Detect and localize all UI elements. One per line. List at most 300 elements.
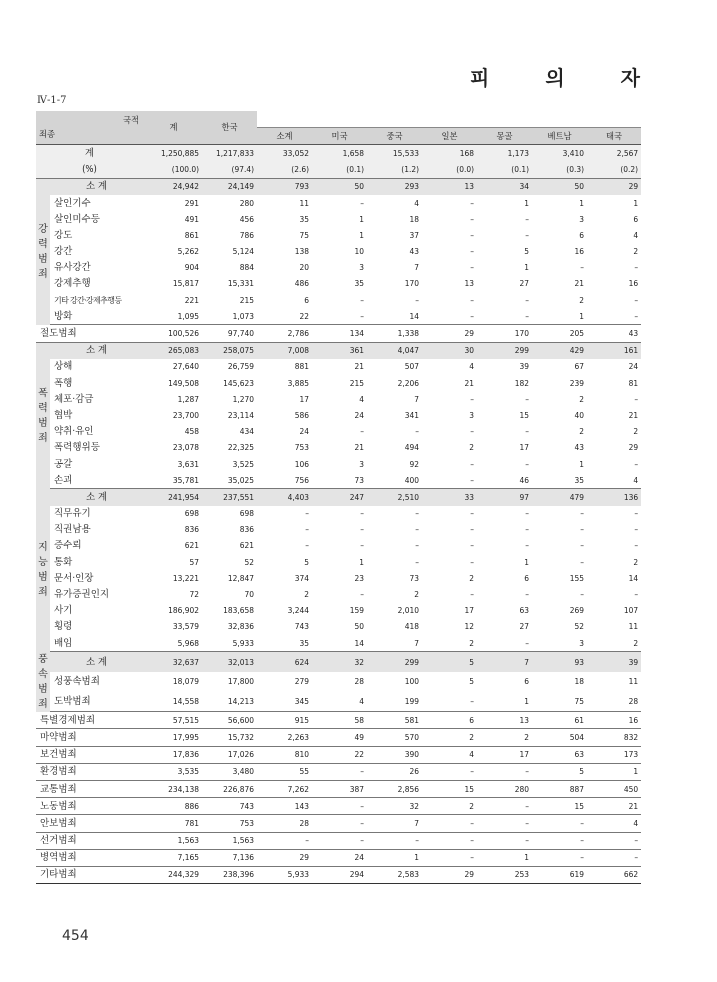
row-label: 안보범죄: [36, 815, 145, 832]
header-country: 태국: [587, 128, 641, 145]
table-row: [36, 538, 641, 554]
table-cell: (100.0): [145, 162, 202, 179]
table-cell: 182: [514, 377, 529, 388]
table-cell: –: [360, 426, 364, 437]
table-cell: 345: [257, 691, 312, 711]
table-cell: 7: [477, 652, 532, 672]
table-row: [36, 244, 641, 260]
table-cell: 5: [524, 246, 529, 257]
table-cell: 886: [145, 798, 202, 815]
table-cell: 7: [414, 262, 419, 273]
table-cell: 35,025: [202, 472, 257, 489]
table-cell: 168: [422, 145, 477, 162]
page-title-char: 의: [545, 66, 565, 90]
table-cell: 11: [628, 621, 639, 632]
table-cell: (0.1): [312, 162, 367, 179]
table-cell: 29: [587, 178, 641, 195]
table-cell: 1: [524, 197, 529, 208]
table-cell: 18: [409, 213, 419, 224]
row-label: 보건범죄: [36, 746, 145, 763]
category-text: 풍속범죄: [38, 653, 48, 710]
table-cell: 5: [422, 652, 477, 672]
table-cell: 832: [587, 729, 641, 746]
table-cell: 173: [587, 746, 641, 763]
table-cell: 1: [587, 763, 641, 780]
table-cell: 43: [409, 246, 419, 257]
table-cell: 21: [587, 798, 641, 815]
table-cell: 61: [532, 712, 587, 729]
table-cell: 504: [532, 729, 587, 746]
table-cell: (0.2): [587, 162, 641, 179]
table-cell: 6: [633, 213, 639, 224]
table-cell: –: [634, 262, 639, 273]
table-cell: 3,535: [145, 763, 202, 780]
table-cell: 32,013: [202, 652, 257, 672]
table-cell: 170: [477, 325, 532, 342]
row-label: 노동범죄: [36, 798, 145, 815]
table-cell: –: [587, 849, 641, 866]
table-cell: –: [525, 213, 529, 224]
row-label: 살인미수등: [54, 213, 100, 225]
table-cell: 1,250,885: [145, 145, 202, 162]
table-cell: 22: [312, 746, 367, 763]
table-cell: 299: [367, 652, 422, 672]
table-row: [36, 227, 641, 243]
table-cell: 743: [202, 798, 257, 815]
table-cell: –: [634, 540, 639, 551]
table-cell: 23,078: [172, 442, 199, 453]
table-row: [36, 260, 641, 276]
table-cell: 904: [184, 262, 199, 273]
table-cell: 15: [422, 780, 477, 797]
table-cell: 24: [299, 426, 309, 437]
table-cell: –: [415, 426, 419, 437]
table-cell: 1: [532, 308, 587, 325]
table-cell: 21: [574, 278, 584, 289]
statistics-table: [36, 111, 641, 884]
table-cell: 2: [422, 635, 477, 652]
table-cell: 159: [349, 605, 364, 616]
table-cell: –: [525, 426, 529, 437]
table-cell: 27: [519, 278, 529, 289]
table-cell: –: [634, 458, 639, 469]
table-cell: 97: [477, 489, 532, 506]
table-cell: 861: [184, 229, 199, 240]
row-label: 강도: [54, 229, 73, 241]
row-label: 사기: [54, 605, 73, 617]
table-cell: 3,244: [287, 605, 309, 616]
table-cell: 23,700: [172, 409, 199, 420]
table-cell: 17: [519, 442, 529, 453]
table-cell: 70: [244, 589, 254, 600]
table-row: [36, 325, 641, 342]
table-cell: 247: [312, 489, 367, 506]
table-cell: –: [477, 635, 532, 652]
table-cell: 1: [579, 197, 584, 208]
table-cell: 4: [422, 746, 477, 763]
table-cell: 3,525: [232, 458, 254, 469]
row-label: 문서·인장: [54, 572, 94, 584]
table-row: [36, 506, 641, 522]
table-cell: 5: [469, 676, 474, 687]
table-cell: 4,047: [367, 342, 422, 359]
table-cell: 17: [477, 746, 532, 763]
table-cell: 3: [359, 262, 364, 273]
table-cell: 1: [524, 556, 529, 567]
table-cell: 24: [628, 361, 639, 372]
table-cell: –: [470, 458, 474, 469]
table-cell: 2: [579, 294, 584, 305]
table-cell: –: [312, 763, 367, 780]
table-cell: 1: [359, 213, 364, 224]
table-cell: 215: [349, 377, 364, 388]
table-cell: 50: [532, 178, 587, 195]
table-cell: 915: [257, 712, 312, 729]
table-cell: 2: [469, 572, 474, 583]
table-cell: 43: [587, 325, 641, 342]
table-cell: –: [477, 308, 532, 325]
table-cell: –: [587, 308, 641, 325]
table-cell: –: [312, 308, 367, 325]
table-cell: 35: [354, 278, 364, 289]
table-cell: –: [525, 540, 529, 551]
table-cell: –: [525, 229, 529, 240]
table-row: [36, 211, 641, 227]
category-text: 폭력범죄: [38, 387, 48, 444]
table-cell: 29: [422, 325, 477, 342]
table-cell: 17: [299, 393, 309, 404]
row-label: 상해: [54, 361, 73, 373]
row-label: 기타범죄: [36, 866, 145, 883]
page-title: [470, 62, 640, 91]
table-cell: –: [422, 472, 477, 489]
table-cell: 624: [257, 652, 312, 672]
row-label: 도박범죄: [50, 691, 145, 711]
table-cell: 12,847: [227, 572, 254, 583]
table-cell: 67: [574, 361, 584, 372]
row-label: 증수뢰: [54, 540, 82, 552]
table-cell: 7: [414, 393, 419, 404]
table-row: [36, 472, 641, 489]
row-label: 특별경제범죄: [36, 712, 145, 729]
table-cell: 75: [532, 691, 587, 711]
table-cell: –: [532, 832, 587, 849]
table-cell: 11: [299, 197, 309, 208]
table-cell: 33: [422, 489, 477, 506]
table-cell: 486: [294, 278, 309, 289]
table-cell: 2,263: [257, 729, 312, 746]
header-korea: 한국: [202, 111, 257, 145]
header-country: 일본: [422, 128, 477, 145]
table-cell: 183,658: [223, 605, 254, 616]
table-cell: 253: [477, 866, 532, 883]
table-cell: 12: [464, 621, 474, 632]
table-cell: 1,563: [202, 832, 257, 849]
row-label: 계: [36, 145, 145, 162]
table-cell: 1,563: [145, 832, 202, 849]
table-cell: 14: [312, 635, 367, 652]
table-cell: 3,885: [287, 377, 309, 388]
table-cell: 23,114: [227, 409, 254, 420]
table-cell: 456: [239, 213, 254, 224]
table-cell: 15: [532, 798, 587, 815]
table-cell: 170: [404, 278, 419, 289]
table-cell: 4: [633, 229, 639, 240]
table-row: [36, 652, 641, 672]
table-cell: –: [580, 540, 584, 551]
table-cell: 2,206: [397, 377, 419, 388]
table-cell: 13: [464, 278, 474, 289]
table-cell: 17,995: [145, 729, 202, 746]
table-cell: 698: [184, 508, 199, 519]
table-cell: 781: [145, 815, 202, 832]
table-row: [36, 145, 641, 162]
table-cell: 2: [414, 589, 419, 600]
table-row: [36, 746, 641, 763]
table-cell: 13,221: [172, 572, 199, 583]
table-cell: 1,217,833: [202, 145, 257, 162]
table-cell: 1,073: [202, 308, 257, 325]
table-cell: 21: [464, 377, 474, 388]
table-row: [36, 489, 641, 506]
table-cell: 5,933: [257, 866, 312, 883]
table-cell: 20: [299, 262, 309, 273]
table-cell: 155: [569, 572, 584, 583]
table-cell: 293: [367, 178, 422, 195]
table-cell: –: [470, 426, 474, 437]
table-cell: 161: [587, 342, 641, 359]
table-cell: (97.4): [202, 162, 257, 179]
table-row: [36, 815, 641, 832]
category-text: 강력범죄: [38, 223, 48, 280]
table-cell: 33,579: [172, 621, 199, 632]
table-cell: –: [532, 815, 587, 832]
table-cell: 507: [404, 361, 419, 372]
category-label: [36, 178, 50, 325]
table-cell: (2.6): [257, 162, 312, 179]
table-cell: –: [634, 524, 639, 535]
table-cell: 136: [587, 489, 641, 506]
table-cell: –: [470, 213, 474, 224]
table-cell: –: [525, 524, 529, 535]
table-cell: 21: [354, 442, 364, 453]
table-cell: 2: [477, 729, 532, 746]
row-label: 직권남용: [54, 524, 91, 536]
table-cell: 32: [367, 798, 422, 815]
row-label: 절도범죄: [36, 325, 145, 342]
table-cell: –: [360, 540, 364, 551]
table-cell: 4: [312, 691, 367, 711]
table-cell: 881: [294, 361, 309, 372]
table-cell: 810: [257, 746, 312, 763]
table-cell: 35: [299, 213, 309, 224]
table-cell: (1.2): [367, 162, 422, 179]
table-row: [36, 672, 641, 692]
table-cell: 58: [312, 712, 367, 729]
table-cell: –: [422, 308, 477, 325]
table-cell: 43: [574, 442, 584, 453]
table-cell: 16: [574, 246, 584, 257]
table-cell: –: [360, 294, 364, 305]
table-cell: 6: [524, 572, 529, 583]
table-cell: 7,262: [257, 780, 312, 797]
table-row: [36, 407, 641, 423]
table-cell: –: [470, 246, 474, 257]
table-row: [36, 195, 641, 211]
table-cell: 2: [633, 246, 639, 257]
table-cell: 743: [294, 621, 309, 632]
table-cell: 1,287: [177, 393, 199, 404]
table-row: [36, 276, 641, 292]
table-cell: 138: [294, 246, 309, 257]
table-cell: –: [634, 508, 639, 519]
table-cell: 28: [587, 691, 641, 711]
table-cell: 226,876: [202, 780, 257, 797]
table-cell: 205: [532, 325, 587, 342]
table-row: [36, 554, 641, 570]
table-cell: 46: [477, 472, 532, 489]
table-cell: 32,836: [227, 621, 254, 632]
table-cell: 52: [244, 556, 254, 567]
row-label: 소 계: [50, 652, 145, 672]
table-row: [36, 178, 641, 195]
table-cell: 458: [184, 426, 199, 437]
row-label: 기타 강간·강제추행등: [54, 295, 122, 305]
table-cell: (0.1): [477, 162, 532, 179]
table-row: [36, 603, 641, 619]
table-cell: 5,124: [232, 246, 254, 257]
table-cell: 1,095: [145, 308, 202, 325]
table-cell: 16: [587, 712, 641, 729]
table-cell: 361: [312, 342, 367, 359]
table-cell: 2: [304, 589, 309, 600]
table-cell: –: [470, 229, 474, 240]
header-country: 중국: [367, 128, 422, 145]
table-cell: 1: [477, 849, 532, 866]
table-cell: 2,786: [257, 325, 312, 342]
table-cell: –: [580, 524, 584, 535]
table-cell: 786: [239, 229, 254, 240]
table-cell: –: [477, 798, 532, 815]
table-cell: 241,954: [145, 489, 202, 506]
header-crime-type: 죄종: [39, 129, 56, 140]
table-cell: 5,968: [145, 635, 202, 652]
table-cell: 134: [312, 325, 367, 342]
table-cell: 450: [587, 780, 641, 797]
table-cell: 1,338: [367, 325, 422, 342]
table-cell: 280: [477, 780, 532, 797]
table-cell: 2,583: [367, 866, 422, 883]
table-row: [36, 375, 641, 391]
table-row: [36, 162, 641, 179]
table-cell: –: [415, 556, 419, 567]
row-label: (%): [36, 162, 145, 179]
table-cell: 18,079: [172, 676, 199, 687]
table-cell: 4: [469, 361, 474, 372]
table-cell: 73: [312, 472, 367, 489]
table-cell: –: [360, 508, 364, 519]
table-cell: 884: [239, 262, 254, 273]
table-cell: 6: [579, 229, 584, 240]
table-cell: –: [525, 393, 529, 404]
row-label: 체포·감금: [54, 393, 94, 405]
table-cell: 753: [202, 815, 257, 832]
table-cell: 2: [579, 393, 584, 404]
row-label: 약취·유인: [54, 426, 94, 438]
table-cell: 793: [257, 178, 312, 195]
table-cell: 258,075: [202, 342, 257, 359]
table-row: [36, 691, 641, 711]
table-cell: 14,213: [202, 691, 257, 711]
table-cell: 280: [239, 197, 254, 208]
table-cell: –: [470, 540, 474, 551]
row-label: 횡령: [54, 621, 73, 633]
table-cell: 21: [354, 361, 364, 372]
table-cell: 26,759: [227, 361, 254, 372]
row-label: 폭력행위등: [54, 442, 100, 454]
table-cell: 265,083: [145, 342, 202, 359]
row-label: 강간: [54, 246, 73, 258]
table-cell: 4: [587, 815, 641, 832]
table-cell: –: [367, 832, 422, 849]
row-label: 선거범죄: [36, 832, 145, 849]
table-cell: 11: [628, 676, 639, 687]
table-cell: 50: [354, 621, 364, 632]
table-cell: 3,410: [532, 145, 587, 162]
header-country: 소계: [257, 128, 312, 145]
table-row: [36, 570, 641, 586]
table-cell: –: [422, 832, 477, 849]
row-label: 유가증권인지: [54, 589, 110, 601]
table-cell: 1: [367, 849, 422, 866]
table-cell: 494: [404, 442, 419, 453]
table-cell: –: [634, 393, 639, 404]
table-cell: 18: [574, 676, 584, 687]
table-cell: –: [470, 589, 474, 600]
table-cell: –: [422, 691, 477, 711]
table-row: [36, 798, 641, 815]
table-row: [36, 342, 641, 359]
table-cell: –: [360, 197, 364, 208]
table-cell: 21: [628, 409, 639, 420]
table-cell: 619: [532, 866, 587, 883]
page-title-char: 자: [620, 66, 640, 90]
table-cell: 17,836: [145, 746, 202, 763]
table-cell: 143: [257, 798, 312, 815]
table-cell: –: [470, 262, 474, 273]
table-cell: –: [477, 815, 532, 832]
table-cell: 24: [312, 849, 367, 866]
table-cell: –: [477, 763, 532, 780]
table-cell: 1: [579, 458, 584, 469]
table-cell: 1,270: [232, 393, 254, 404]
table-cell: 37: [409, 229, 419, 240]
table-cell: 2: [422, 798, 477, 815]
table-cell: 32,637: [145, 652, 202, 672]
table-cell: –: [525, 508, 529, 519]
category-text: 지능범죄: [38, 542, 48, 599]
table-cell: 39: [587, 652, 641, 672]
table-cell: 374: [294, 572, 309, 583]
table-cell: –: [312, 832, 367, 849]
table-cell: (0.0): [422, 162, 477, 179]
table-cell: 199: [367, 691, 422, 711]
table-cell: 55: [257, 763, 312, 780]
page-title-char: 피: [470, 66, 490, 90]
header-country: 몽골: [477, 128, 532, 145]
table-cell: 1,173: [477, 145, 532, 162]
table-row: [36, 729, 641, 746]
